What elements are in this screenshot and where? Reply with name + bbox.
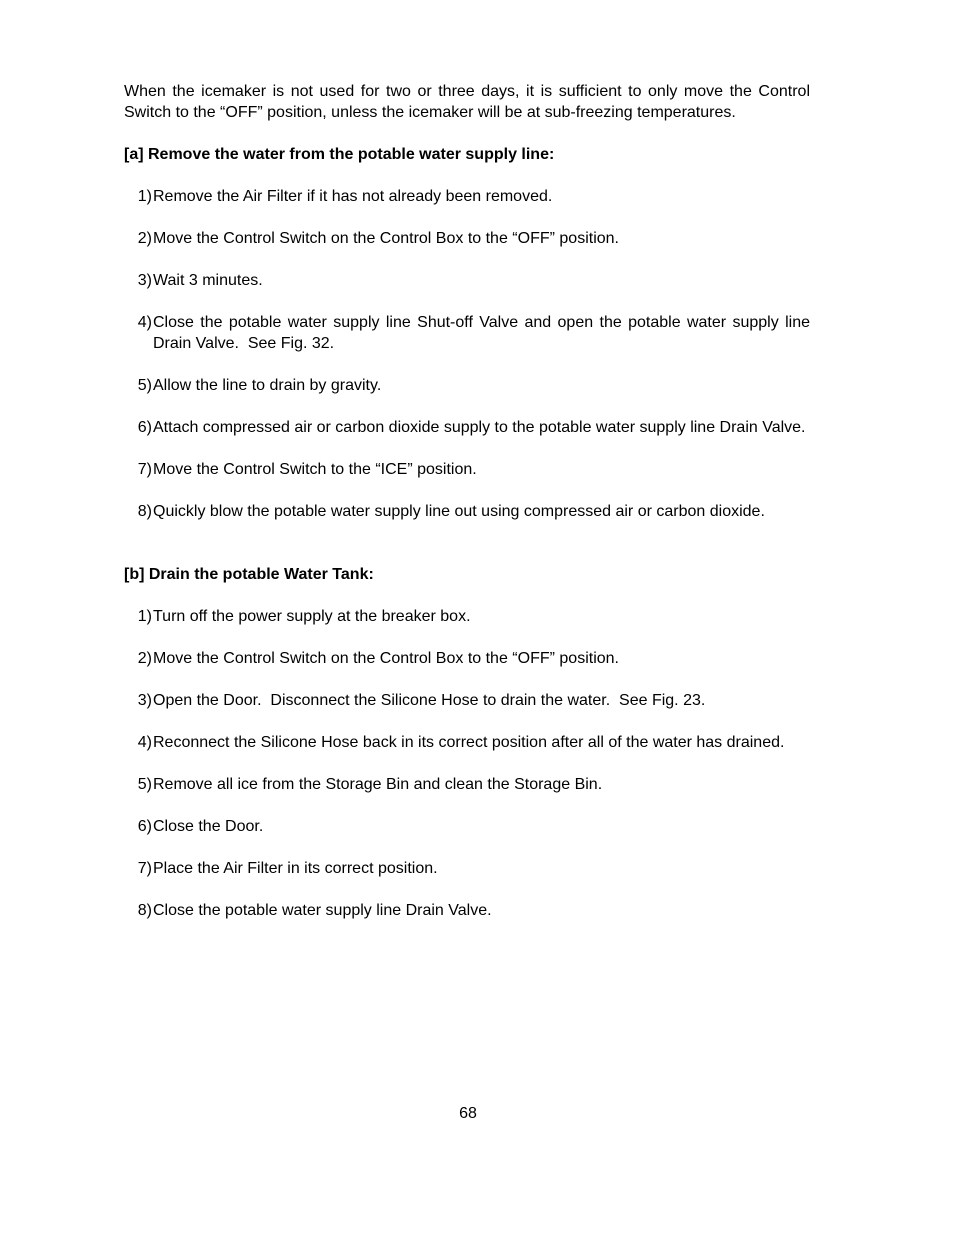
intro-paragraph: When the icemaker is not used for two or three days, it is sufficient to only move the Control Switch to the “OFF” position, unless the icemaker will be at sub-freezing temperatures. — [124, 83, 810, 121]
step-number: 8) — [137, 902, 152, 919]
step-number: 6) — [137, 818, 152, 835]
step-text: Wait 3 minutes. — [153, 272, 263, 289]
step-text: Move the Control Switch to the “ICE” position. — [153, 461, 477, 478]
step-text: Remove the Air Filter if it has not already been removed. — [153, 188, 553, 205]
step-text: Reconnect the Silicone Hose back in its correct position after all of the water has drained. — [153, 734, 785, 751]
step-number: 3) — [137, 272, 152, 289]
step-number: 5) — [137, 377, 152, 394]
list-item — [124, 858, 810, 879]
step-text: Allow the line to drain by gravity. — [153, 377, 382, 394]
page-content — [124, 81, 810, 942]
step-number: 6) — [137, 419, 152, 436]
section-b-heading: [b] Drain the potable Water Tank: — [124, 566, 374, 583]
step-text: Move the Control Switch on the Control Box to the “OFF” position. — [153, 230, 619, 247]
step-number: 4) — [137, 314, 152, 331]
step-number: 4) — [137, 734, 152, 751]
list-item — [124, 312, 810, 354]
step-text: Turn off the power supply at the breaker box. — [153, 608, 471, 625]
list-item — [124, 648, 810, 669]
step-text: Place the Air Filter in its correct position. — [153, 860, 438, 877]
list-item — [124, 186, 810, 207]
list-item — [124, 375, 810, 396]
step-text: Quickly blow the potable water supply line out using compressed air or carbon dioxide. — [153, 503, 765, 520]
section-b-steps — [124, 606, 810, 921]
section-a-heading: [a] Remove the water from the potable water supply line: — [124, 146, 555, 163]
list-item — [124, 417, 810, 438]
step-number: 2) — [137, 650, 152, 667]
step-number: 1) — [137, 188, 152, 205]
page-number: 68 — [459, 1105, 477, 1122]
step-text: Remove all ice from the Storage Bin and clean the Storage Bin. — [153, 776, 603, 793]
list-item — [124, 690, 810, 711]
step-number: 2) — [137, 230, 152, 247]
list-item — [124, 900, 810, 921]
list-item — [124, 228, 810, 249]
step-text: Close the potable water supply line Drain Valve. — [153, 902, 492, 919]
step-number: 8) — [137, 503, 152, 520]
step-text: Close the potable water supply line Shut-off Valve and open the potable water supply line Drain Valve. See Fig. 32. — [153, 314, 810, 352]
step-text: Close the Door. — [153, 818, 264, 835]
section-a-steps — [124, 186, 810, 522]
step-number: 3) — [137, 692, 152, 709]
step-number: 1) — [137, 608, 152, 625]
step-text: Open the Door. Disconnect the Silicone Hose to drain the water. See Fig. 23. — [153, 692, 706, 709]
step-text: Attach compressed air or carbon dioxide supply to the potable water supply line Drain Valve. — [153, 419, 806, 436]
list-item — [124, 816, 810, 837]
step-number: 5) — [137, 776, 152, 793]
step-number: 7) — [137, 860, 152, 877]
step-text: Move the Control Switch on the Control Box to the “OFF” position. — [153, 650, 619, 667]
list-item — [124, 501, 810, 522]
list-item — [124, 732, 810, 753]
list-item — [124, 459, 810, 480]
list-item — [124, 774, 810, 795]
list-item — [124, 606, 810, 627]
list-item — [124, 270, 810, 291]
step-number: 7) — [137, 461, 152, 478]
